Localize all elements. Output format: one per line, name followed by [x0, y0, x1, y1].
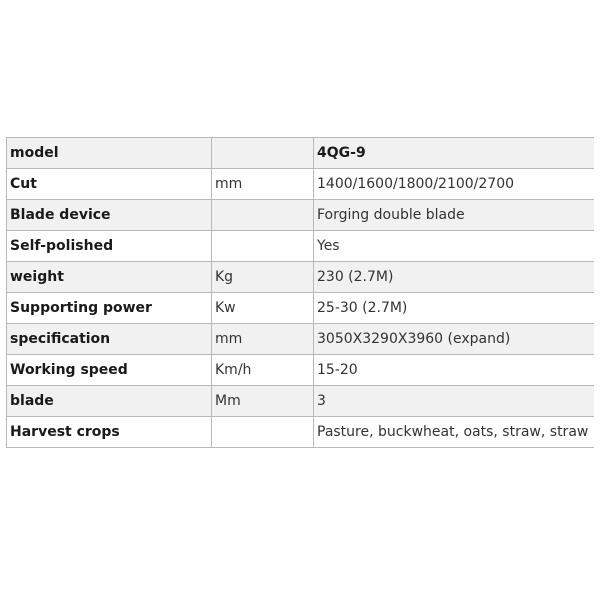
unit-cell: Km/h	[212, 355, 314, 386]
table-row	[7, 355, 595, 386]
table-row	[7, 262, 595, 293]
unit-cell	[212, 417, 314, 448]
value-cell: 1400/1600/1800/2100/2700	[314, 169, 595, 200]
value-cell: Yes	[314, 231, 595, 262]
param-name-cell: model	[7, 138, 212, 169]
value-cell: 25-30 (2.7M)	[314, 293, 595, 324]
param-name-cell: Supporting power	[7, 293, 212, 324]
unit-cell: mm	[212, 169, 314, 200]
param-name-cell: Working speed	[7, 355, 212, 386]
value-cell: 3	[314, 386, 595, 417]
table-row	[7, 386, 595, 417]
table-row	[7, 417, 595, 448]
value-cell: Forging double blade	[314, 200, 595, 231]
param-name-cell: Blade device	[7, 200, 212, 231]
table-row	[7, 231, 595, 262]
unit-cell: Kg	[212, 262, 314, 293]
value-cell: 230 (2.7M)	[314, 262, 595, 293]
value-cell: Pasture, buckwheat, oats, straw, straw	[314, 417, 595, 448]
unit-cell	[212, 200, 314, 231]
param-name-cell: specification	[7, 324, 212, 355]
spec-table	[6, 137, 594, 448]
table-row	[7, 293, 595, 324]
param-name-cell: Harvest crops	[7, 417, 212, 448]
unit-cell: mm	[212, 324, 314, 355]
table-row	[7, 200, 595, 231]
table-row	[7, 169, 595, 200]
param-name-cell: blade	[7, 386, 212, 417]
table-row	[7, 138, 595, 169]
value-cell: 4QG-9	[314, 138, 595, 169]
unit-cell	[212, 138, 314, 169]
value-cell: 15-20	[314, 355, 595, 386]
spec-table-container	[6, 137, 594, 465]
value-cell: 3050X3290X3960 (expand)	[314, 324, 595, 355]
param-name-cell: Self-polished	[7, 231, 212, 262]
param-name-cell: weight	[7, 262, 212, 293]
unit-cell: Mm	[212, 386, 314, 417]
param-name-cell: Cut	[7, 169, 212, 200]
unit-cell: Kw	[212, 293, 314, 324]
table-row	[7, 324, 595, 355]
unit-cell	[212, 231, 314, 262]
